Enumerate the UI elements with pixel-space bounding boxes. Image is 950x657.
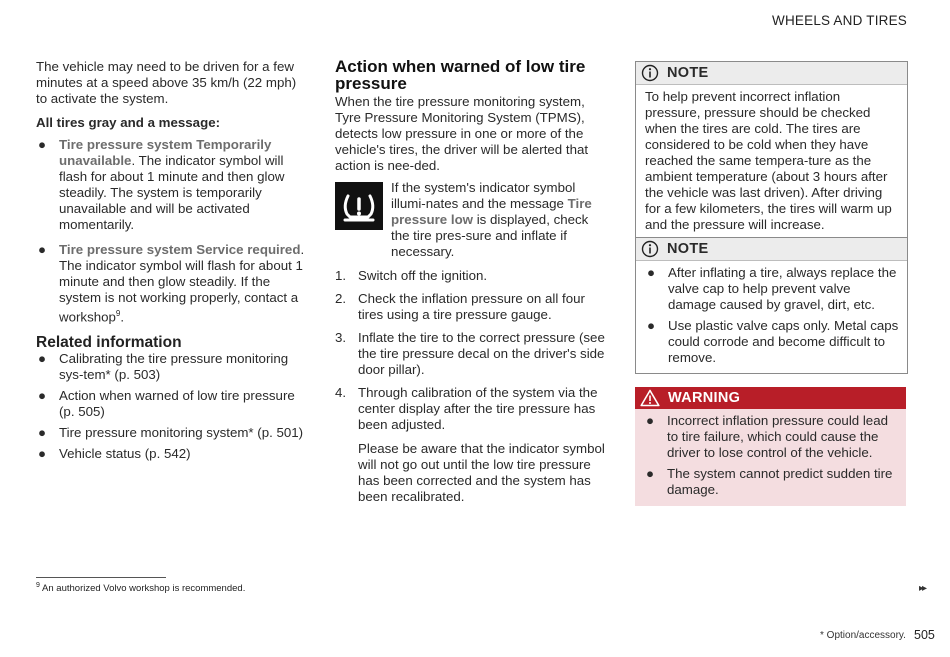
list-item: ● Use plastic valve caps only. Metal caps could corrode and become difficult to remove. (647, 318, 899, 365)
warning-list (644, 413, 898, 498)
bullet-icon: ● (38, 388, 47, 404)
related-link[interactable] (36, 425, 308, 441)
related-link-text[interactable]: Calibrating the tire pressure monitoring sys-tem* (p. 503) (59, 351, 289, 383)
step-item: 3. Inflate the tire to the correct pressure (see the tire pressure decal on the driver's side door pillar). (335, 330, 605, 377)
indicator-block (335, 180, 607, 260)
footnote-ref[interactable]: 9 (115, 309, 121, 318)
warning-header (635, 387, 906, 409)
indicator-text: If the system's indicator symbol illumi-nates and the message Tire pressure low is displayed, check the tire pres-sure and inflate if necessary. (391, 180, 592, 259)
intro-paragraph: When the tire pressure monitoring system, Tyre Pressure Monitoring System (TPMS), detects low pressure in one or more of the vehicle's tires, the driver will be alerted that action is nee-ded. (335, 94, 589, 173)
related-title: Related information (36, 334, 182, 352)
related-list (36, 351, 308, 462)
list-item: ● Incorrect inflation pressure could lead to tire failure, which could cause the driver to lose control of the vehicle. (646, 413, 888, 460)
note-list (645, 265, 899, 366)
list-item: ● After inflating a tire, always replace the valve cap to help prevent valve damage caused by gravel, dirt, etc. (647, 265, 897, 312)
step-note: Please be aware that the indicator symbol will not go out until the low tire pressure has been corrected and the system has been recalibrated. (358, 441, 605, 504)
warning-box (635, 387, 906, 506)
steps-list (335, 268, 607, 505)
bullet-icon: ● (38, 137, 47, 152)
intro-paragraph: The vehicle may need to be driven for a few minutes at a speed above 35 km/h (22 mph) to activate the system. (36, 59, 297, 106)
note-box (635, 237, 908, 374)
bullet-icon: ● (38, 425, 47, 441)
section-header: WHEELS AND TIRES (772, 13, 907, 28)
message-desc: . The indicator symbol will flash for about 1 minute and then glow steadily. The system is temporarily unavailable and will be activated momentarily. (59, 153, 285, 232)
related-link-text[interactable]: Action when warned of low tire pressure (p. 505) (59, 388, 295, 420)
warning-triangle-icon (640, 389, 660, 407)
note-label: NOTE (667, 65, 709, 81)
column-2 (335, 58, 607, 512)
note-body (636, 85, 907, 240)
related-link-text[interactable]: Vehicle status (p. 542) (59, 446, 191, 462)
note-header (636, 238, 907, 261)
note-body (636, 261, 907, 373)
bullet-icon: ● (38, 351, 47, 367)
message-name: Tire pressure low (391, 196, 592, 227)
note-text: To help prevent incorrect inflation pressure, pressure should be checked when the tires are cold. The tires are considered to be cold when they have reached the same tempera-ture as the ambient temperature (about 3 hours after the vehicle was last driven). After driving for a few kilometers, the tires will warm up and the pressure will increase. (645, 89, 892, 232)
note-label: NOTE (667, 241, 709, 257)
list-item (36, 137, 308, 233)
footnote-rule (36, 577, 166, 578)
option-note: * Option/accessory. (820, 630, 906, 641)
warning-body (635, 409, 906, 505)
footnote-number: 9 (36, 582, 40, 589)
column-1 (36, 59, 308, 462)
bullet-icon: ● (647, 265, 656, 280)
step-item: 4. Through calibration of the system via the center display after the tire pressure has been adjusted. Please be aware that the indicator symbol will not go out until the low tire pressure has been corrected and the system has been recalibrated. (335, 385, 607, 505)
bullet-icon: ● (38, 242, 47, 257)
footnote (36, 582, 245, 594)
next-page-arrows-icon[interactable]: ▸▸ (919, 583, 926, 594)
bullet-icon: ● (646, 413, 655, 428)
related-link-text[interactable]: Tire pressure monitoring system* (p. 501) (59, 425, 304, 441)
section-title: Action when warned of low tire pressure (335, 57, 586, 93)
bullet-icon: ● (646, 466, 655, 481)
related-link[interactable] (36, 351, 308, 383)
step-item: 2. Check the inflation pressure on all four tires using a tire pressure gauge. (335, 291, 585, 322)
message-name: Tire pressure system Temporarily unavailable (59, 137, 272, 168)
info-circle-icon (641, 64, 659, 82)
step-item: 1. Switch off the ignition. (335, 268, 488, 283)
message-end: . (120, 309, 125, 325)
related-link[interactable] (36, 388, 308, 420)
info-circle-icon (641, 240, 659, 258)
bullet-icon: ● (647, 318, 656, 333)
page-number: 505 (914, 628, 935, 642)
list-item (36, 242, 308, 325)
message-name: Tire pressure system Service required (59, 242, 301, 257)
note-box (635, 61, 908, 241)
warning-label: WARNING (668, 390, 741, 406)
footnote-text: An authorized Volvo workshop is recommended. (42, 583, 246, 595)
note-header (636, 62, 907, 85)
message-list (36, 137, 308, 325)
subheading: All tires gray and a message: (36, 115, 221, 130)
tpms-indicator-icon (335, 182, 383, 230)
list-item: ● The system cannot predict sudden tire damage. (646, 466, 893, 497)
related-link[interactable] (36, 446, 308, 462)
bullet-icon: ● (38, 446, 47, 462)
message-desc: . The indicator symbol will flash for about 1 minute and then glow steadily. If the system is not working properly, contact a workshop (59, 242, 305, 325)
